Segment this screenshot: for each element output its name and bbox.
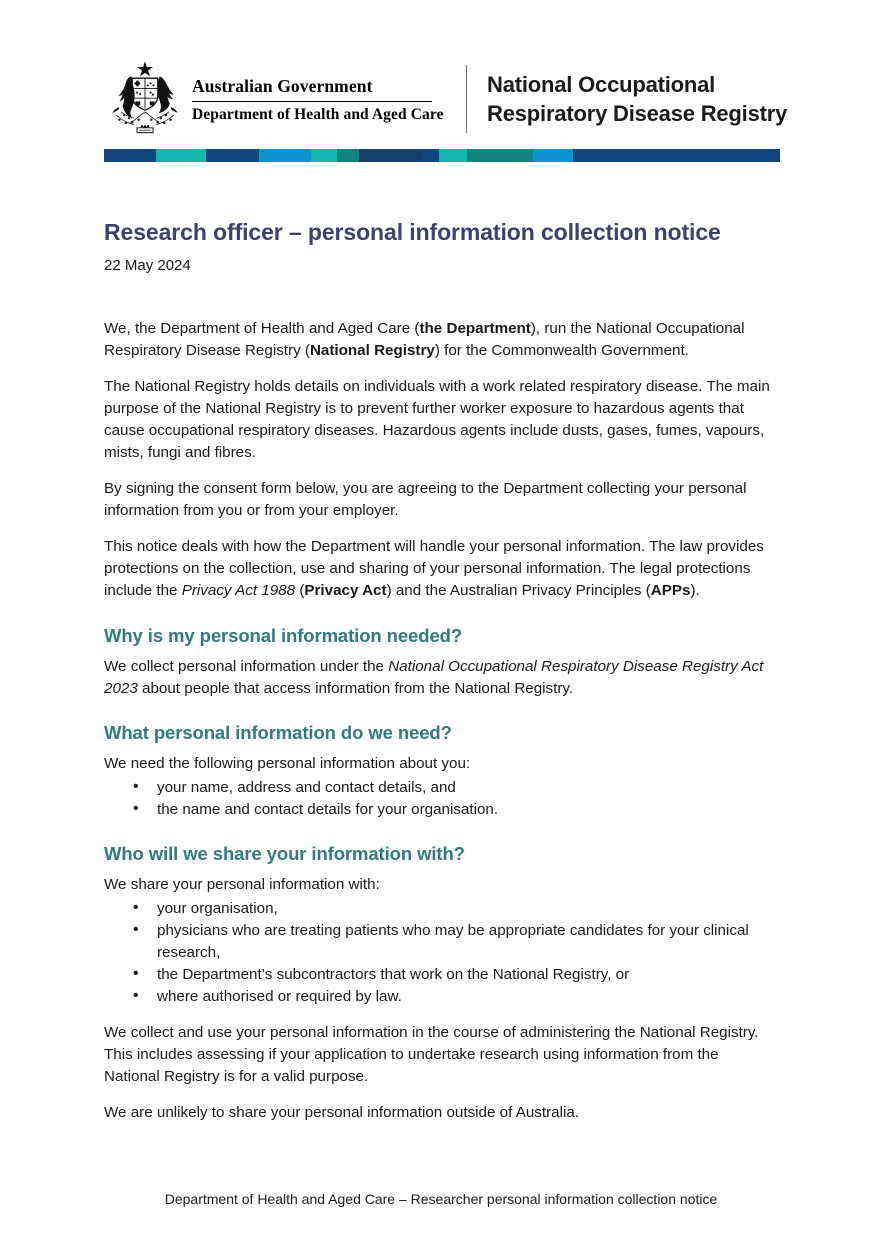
colour-bar-segment-8 — [439, 149, 467, 162]
list-item: • the name and contact details for your organisation. — [104, 799, 777, 821]
intro-paragraph-3: By signing the consent form below, you are agreeing to the Department collecting your personal information from you or from your employer. — [104, 480, 747, 519]
colour-bar-segment-1 — [156, 149, 206, 162]
colour-bar-segment-7 — [423, 149, 439, 162]
intro-p1-c: ), run the National Occupational Respiratory Disease Registry ( — [104, 320, 745, 359]
australian-government-wordmark — [192, 74, 444, 125]
intro-p1-a: We, the Department of Health and Aged Care ( — [104, 320, 420, 337]
intro-p4-e: ) and the Australian Privacy Principles ( — [386, 582, 651, 599]
section-1-italic-act: National Occupational Respiratory Disease Registry Act 2023 — [104, 658, 764, 698]
section-2-lead: We need the following personal information about you: — [104, 755, 471, 773]
section-heading-what-info: What personal information do we need? — [104, 722, 452, 744]
section-3-paragraph-2: We are unlikely to share your personal information outside of Australia. — [104, 1104, 580, 1122]
intro-p1-bold-national-registry: National Registry — [309, 342, 435, 359]
colour-bar-segment-11 — [573, 149, 780, 162]
colour-bar-segment-3 — [259, 149, 311, 162]
section-1-p-a: We collect personal information under the — [104, 658, 389, 676]
page-title: Research officer – personal information collection notice — [104, 219, 721, 245]
brand-colour-bar — [104, 149, 780, 162]
intro-p4-a: This notice deals with how the Department will handle your personal information. The law provides protections on the collection, use and sharing of your personal information. The legal protections include the — [104, 538, 764, 599]
intro-p4-bold-privacy-act: Privacy Act — [304, 582, 387, 599]
list-item: • physicians who are treating patients who may be appropriate candidates for your clinical research, — [104, 920, 777, 964]
list-item: • where authorised or required by law. — [104, 986, 777, 1008]
page-footer: Department of Health and Aged Care – Researcher personal information collection notice — [164, 1191, 718, 1207]
registry-line-2: Respiratory Disease Registry — [487, 101, 788, 126]
section-3-bullet-list — [104, 898, 777, 1008]
list-item: • your organisation, — [104, 898, 777, 920]
colour-bar-segment-2 — [206, 149, 259, 162]
australian-coat-of-arms-icon — [104, 59, 186, 139]
section-heading-who-share: Who will we share your information with? — [104, 843, 465, 865]
document-header — [104, 58, 788, 140]
document-date: 22 May 2024 — [104, 257, 191, 274]
colour-bar-segment-4 — [311, 149, 337, 162]
list-item: • the Department’s subcontractors that work on the National Registry, or — [104, 964, 777, 986]
registry-wordmark — [487, 70, 787, 128]
intro-p1-bold-department: the Department — [419, 320, 531, 337]
intro-p1-e: ) for the Commonwealth Government. — [434, 342, 689, 359]
section-3-paragraph-1: We collect and use your personal information in the course of administering the National Registry. This includes assessing if your application to undertake research using information from the National Registry is for a valid purpose. — [104, 1024, 759, 1086]
section-2-bullet-list — [104, 777, 777, 821]
intro-p4-g: ). — [690, 582, 700, 599]
section-1-paragraph — [104, 656, 777, 700]
header-vertical-divider — [466, 65, 468, 133]
registry-line-1: National Occupational — [487, 71, 716, 97]
government-line-2: Department of Health and Aged Care — [192, 106, 444, 123]
section-1-p-c: about people that access information from the National Registry. — [137, 680, 574, 698]
colour-bar-segment-6 — [359, 149, 423, 162]
government-line-1: Australian Government — [192, 75, 373, 96]
intro-paragraph-4 — [104, 536, 777, 602]
section-3-lead: We share your personal information with: — [104, 876, 380, 894]
intro-p4-bold-apps: APPs — [650, 582, 691, 599]
wordmark-rule — [192, 101, 432, 103]
intro-p4-c: ( — [295, 582, 305, 599]
colour-bar-segment-9 — [467, 149, 533, 162]
list-item: • your name, address and contact details, and — [104, 777, 777, 799]
section-heading-why-needed: Why is my personal information needed? — [104, 625, 463, 646]
document-body — [104, 318, 777, 1138]
intro-paragraph-2: The National Registry holds details on individuals with a work related respiratory disease. The main purpose of the National Registry is to prevent further worker exposure to hazardous agents that cause occupational respiratory diseases. Hazardous agents include dusts, gases, fumes, vapours, mists, fungi and fibres. — [104, 378, 770, 461]
intro-p4-italic-privacy-act-1988: Privacy Act 1988 — [181, 582, 296, 599]
colour-bar-segment-0 — [104, 149, 156, 162]
colour-bar-segment-5 — [337, 149, 359, 162]
colour-bar-segment-10 — [533, 149, 573, 162]
intro-paragraph-1 — [104, 318, 777, 362]
